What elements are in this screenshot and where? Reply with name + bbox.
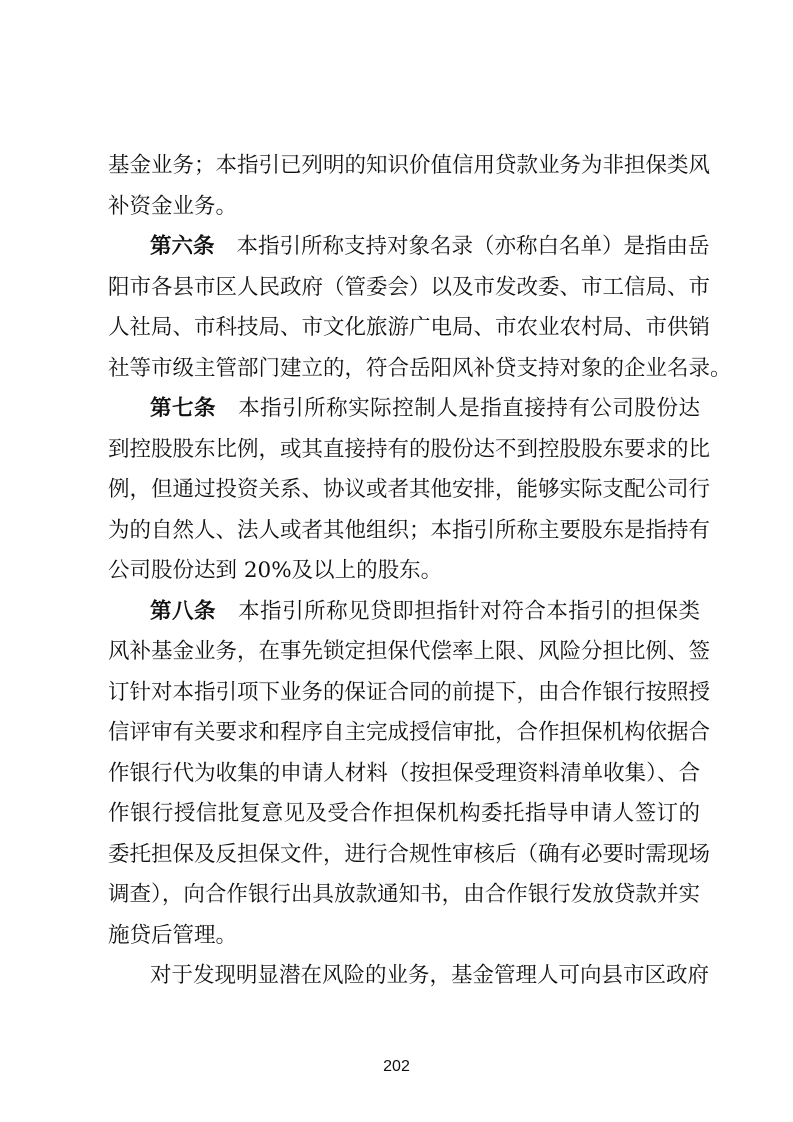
paragraph-start-line: 对于发现明显潜在风险的业务，基金管理人可向县市区政府 [150,963,710,988]
article-text: 本指引所称支持对象名录（亦称白名单）是指由岳 [236,234,710,259]
body-line: 调查），向合作银行出具放款通知书，由合作银行发放贷款并实 [108,882,700,907]
body-line: 阳市各县市区人民政府（管委会）以及市发改委、市工信局、市 [108,275,711,300]
body-line: 补资金业务。 [108,194,238,219]
article-7-line [150,389,700,429]
body-line: 信评审有关要求和程序自主完成授信审批，合作担保机构依据合 [108,720,711,745]
article-text: 本指引所称实际控制人是指直接持有公司股份达 [238,396,700,421]
article-heading: 第八条 [150,599,217,624]
article-heading: 第六条 [150,234,215,259]
body-line: 施贷后管理。 [108,923,238,948]
body-line: 为的自然人、法人或者其他组织；本指引所称主要股东是指持有 [108,518,711,543]
article-6-line [150,227,710,267]
body-line: 风补基金业务，在事先锁定担保代偿率上限、风险分担比例、签 [108,639,711,664]
article-heading: 第七条 [150,396,217,421]
body-line: 委托担保及反担保文件，进行合规性审核后（确有必要时需现场 [108,842,711,867]
body-line: 订针对本指引项下业务的保证合同的前提下，由合作银行按照授 [108,680,711,705]
body-line: 人社局、市科技局、市文化旅游广电局、市农业农村局、市供销 [108,315,711,340]
body-line: 社等市级主管部门建立的，符合岳阳风补贷支持对象的企业名录。 [108,356,732,381]
body-line: 到控股股东比例，或其直接持有的股份达不到控股股东要求的比 [108,437,711,462]
body-line: 作银行授信批复意见及受合作担保机构委托指导申请人签订的 [108,801,700,826]
article-text: 本指引所称见贷即担指针对符合本指引的担保类 [238,599,700,624]
body-line: 公司股份达到 20%及以上的股东。 [108,558,443,583]
body-line: 基金业务；本指引已列明的知识价值信用贷款业务为非担保类风 [108,153,711,178]
page-number: 202 [383,1058,410,1075]
body-line: 作银行代为收集的申请人材料（按担保受理资料清单收集）、合 [108,761,700,786]
article-8-line [150,592,700,632]
body-line: 例，但通过投资关系、协议或者其他安排，能够实际支配公司行 [108,477,711,502]
